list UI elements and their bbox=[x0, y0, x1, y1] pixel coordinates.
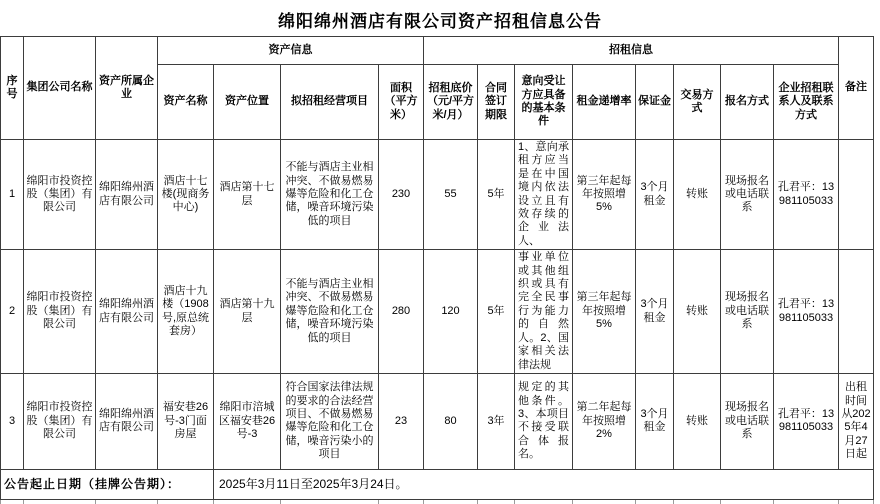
cell-conditions: 1、意向承租方应当是在中国境内依法设立且有效存续的企业法人、 bbox=[515, 140, 573, 250]
cell-contact: 孔君平：13981105033 bbox=[774, 373, 839, 469]
cell-base-price: 120 bbox=[424, 250, 478, 374]
cell-conditions: 规定的其他条件。3、本项目不接受联合体报名。 bbox=[515, 373, 573, 469]
cell-base-price: 55 bbox=[424, 140, 478, 250]
header-group-row bbox=[1, 37, 874, 65]
header-deposit: 保证金 bbox=[636, 65, 674, 140]
cell-remark: 出租时间从2025年4月27日起 bbox=[839, 373, 874, 469]
cell-proposed-project: 符合国家法律法规的要求的合法经营项目、不做易燃易爆等危险和化工仓储，噪音污染小的项目 bbox=[281, 373, 379, 469]
cell-registration-method: 现场报名或电话联系 bbox=[721, 250, 774, 374]
empty-cell bbox=[281, 499, 379, 504]
empty-cell bbox=[1, 499, 24, 504]
cell-deposit: 3个月租金 bbox=[636, 373, 674, 469]
header-asset-owner: 资产所属企业 bbox=[96, 37, 158, 140]
table-row-1 bbox=[1, 140, 874, 250]
cell-rent-increase: 第三年起每年按照增5% bbox=[573, 140, 636, 250]
empty-cell bbox=[774, 499, 839, 504]
cell-asset-owner: 绵阳绵州酒店有限公司 bbox=[96, 250, 158, 374]
cell-asset-owner: 绵阳绵州酒店有限公司 bbox=[96, 140, 158, 250]
header-rent-increase: 租金递增率 bbox=[573, 65, 636, 140]
cell-seq: 3 bbox=[1, 373, 24, 469]
empty-cell bbox=[839, 499, 874, 504]
cell-remark bbox=[839, 140, 874, 250]
rental-info-table bbox=[0, 36, 874, 504]
cell-group-company: 绵阳市投资控股（集团）有限公司 bbox=[24, 250, 96, 374]
cell-transaction-method: 转账 bbox=[674, 140, 721, 250]
cell-deposit: 3个月租金 bbox=[636, 250, 674, 374]
cell-remark bbox=[839, 250, 874, 374]
cell-registration-method: 现场报名或电话联系 bbox=[721, 140, 774, 250]
cell-transaction-method: 转账 bbox=[674, 250, 721, 374]
announcement-period-row bbox=[1, 469, 874, 499]
header-asset-info-group: 资产信息 bbox=[158, 37, 424, 65]
header-registration-method: 报名方式 bbox=[721, 65, 774, 140]
cell-contact: 孔君平：13981105033 bbox=[774, 140, 839, 250]
announcement-period-value: 2025年3月11日至2025年3月24日。 bbox=[214, 469, 874, 499]
cell-asset-name: 酒店十九楼（1908号,原总统套房） bbox=[158, 250, 214, 374]
empty-cell bbox=[158, 499, 214, 504]
cell-rent-increase: 第二年起每年按照增2% bbox=[573, 373, 636, 469]
cell-base-price: 80 bbox=[424, 373, 478, 469]
empty-cell bbox=[721, 499, 774, 504]
empty-cell bbox=[636, 499, 674, 504]
header-proposed-project: 拟招租经营项目 bbox=[281, 65, 379, 140]
cell-asset-location: 绵阳市涪城区福安巷26号-3 bbox=[214, 373, 281, 469]
header-asset-name: 资产名称 bbox=[158, 65, 214, 140]
header-remark: 备注 bbox=[839, 37, 874, 140]
cell-asset-owner: 绵阳绵州酒店有限公司 bbox=[96, 373, 158, 469]
header-asset-location: 资产位置 bbox=[214, 65, 281, 140]
empty-cell bbox=[674, 499, 721, 504]
cell-contact: 孔君平：13981105033 bbox=[774, 250, 839, 374]
cell-group-company: 绵阳市投资控股（集团）有限公司 bbox=[24, 373, 96, 469]
table-row-2 bbox=[1, 250, 874, 374]
table-row-3 bbox=[1, 373, 874, 469]
cell-asset-name: 酒店十七楼(现商务中心) bbox=[158, 140, 214, 250]
empty-cell bbox=[424, 499, 478, 504]
header-contact: 企业招租联系人及联系方式 bbox=[774, 65, 839, 140]
cell-seq: 2 bbox=[1, 250, 24, 374]
cell-transaction-method: 转账 bbox=[674, 373, 721, 469]
cell-rent-increase: 第三年起每年按照增5% bbox=[573, 250, 636, 374]
cell-contract-term: 5年 bbox=[478, 250, 515, 374]
cell-contract-term: 5年 bbox=[478, 140, 515, 250]
cell-asset-location: 酒店第十九层 bbox=[214, 250, 281, 374]
header-transaction-method: 交易方式 bbox=[674, 65, 721, 140]
cell-area: 23 bbox=[379, 373, 424, 469]
header-basic-conditions: 意向受让方应具备的基本条件 bbox=[515, 65, 573, 140]
header-base-price: 招租底价（元/平方米/月） bbox=[424, 65, 478, 140]
cell-area: 280 bbox=[379, 250, 424, 374]
header-rental-info-group: 招租信息 bbox=[424, 37, 839, 65]
cell-proposed-project: 不能与酒店主业相冲突、不做易燃易爆等危险和化工仓储，噪音环境污染低的项目 bbox=[281, 250, 379, 374]
header-contract-term: 合同签订期限 bbox=[478, 65, 515, 140]
cell-asset-name: 福安巷26号-3门面房屋 bbox=[158, 373, 214, 469]
cell-area: 230 bbox=[379, 140, 424, 250]
cell-seq: 1 bbox=[1, 140, 24, 250]
header-area: 面积（平方米） bbox=[379, 65, 424, 140]
empty-cell bbox=[478, 499, 515, 504]
empty-cell bbox=[515, 499, 573, 504]
empty-cell bbox=[96, 499, 158, 504]
cell-deposit: 3个月租金 bbox=[636, 140, 674, 250]
empty-cell bbox=[573, 499, 636, 504]
cell-asset-location: 酒店第十七层 bbox=[214, 140, 281, 250]
cell-proposed-project: 不能与酒店主业相冲突、不做易燃易爆等危险和化工仓储，噪音环境污染低的项目 bbox=[281, 140, 379, 250]
cell-conditions: 事业单位或其他组织或具有完全民事行为能力的自然人。2、国家相关法律法规 bbox=[515, 250, 573, 374]
partial-bottom-row bbox=[1, 499, 874, 504]
page-title: 绵阳绵州酒店有限公司资产招租信息公告 bbox=[278, 12, 602, 31]
empty-cell bbox=[214, 499, 281, 504]
empty-cell bbox=[24, 499, 96, 504]
cell-registration-method: 现场报名或电话联系 bbox=[721, 373, 774, 469]
header-group-company: 集团公司名称 bbox=[24, 37, 96, 140]
announcement-period-label: 公告起止日期（挂牌公告期）： bbox=[1, 469, 214, 499]
cell-contract-term: 3年 bbox=[478, 373, 515, 469]
cell-group-company: 绵阳市投资控股（集团）有限公司 bbox=[24, 140, 96, 250]
header-seq: 序号 bbox=[1, 37, 24, 140]
empty-cell bbox=[379, 499, 424, 504]
